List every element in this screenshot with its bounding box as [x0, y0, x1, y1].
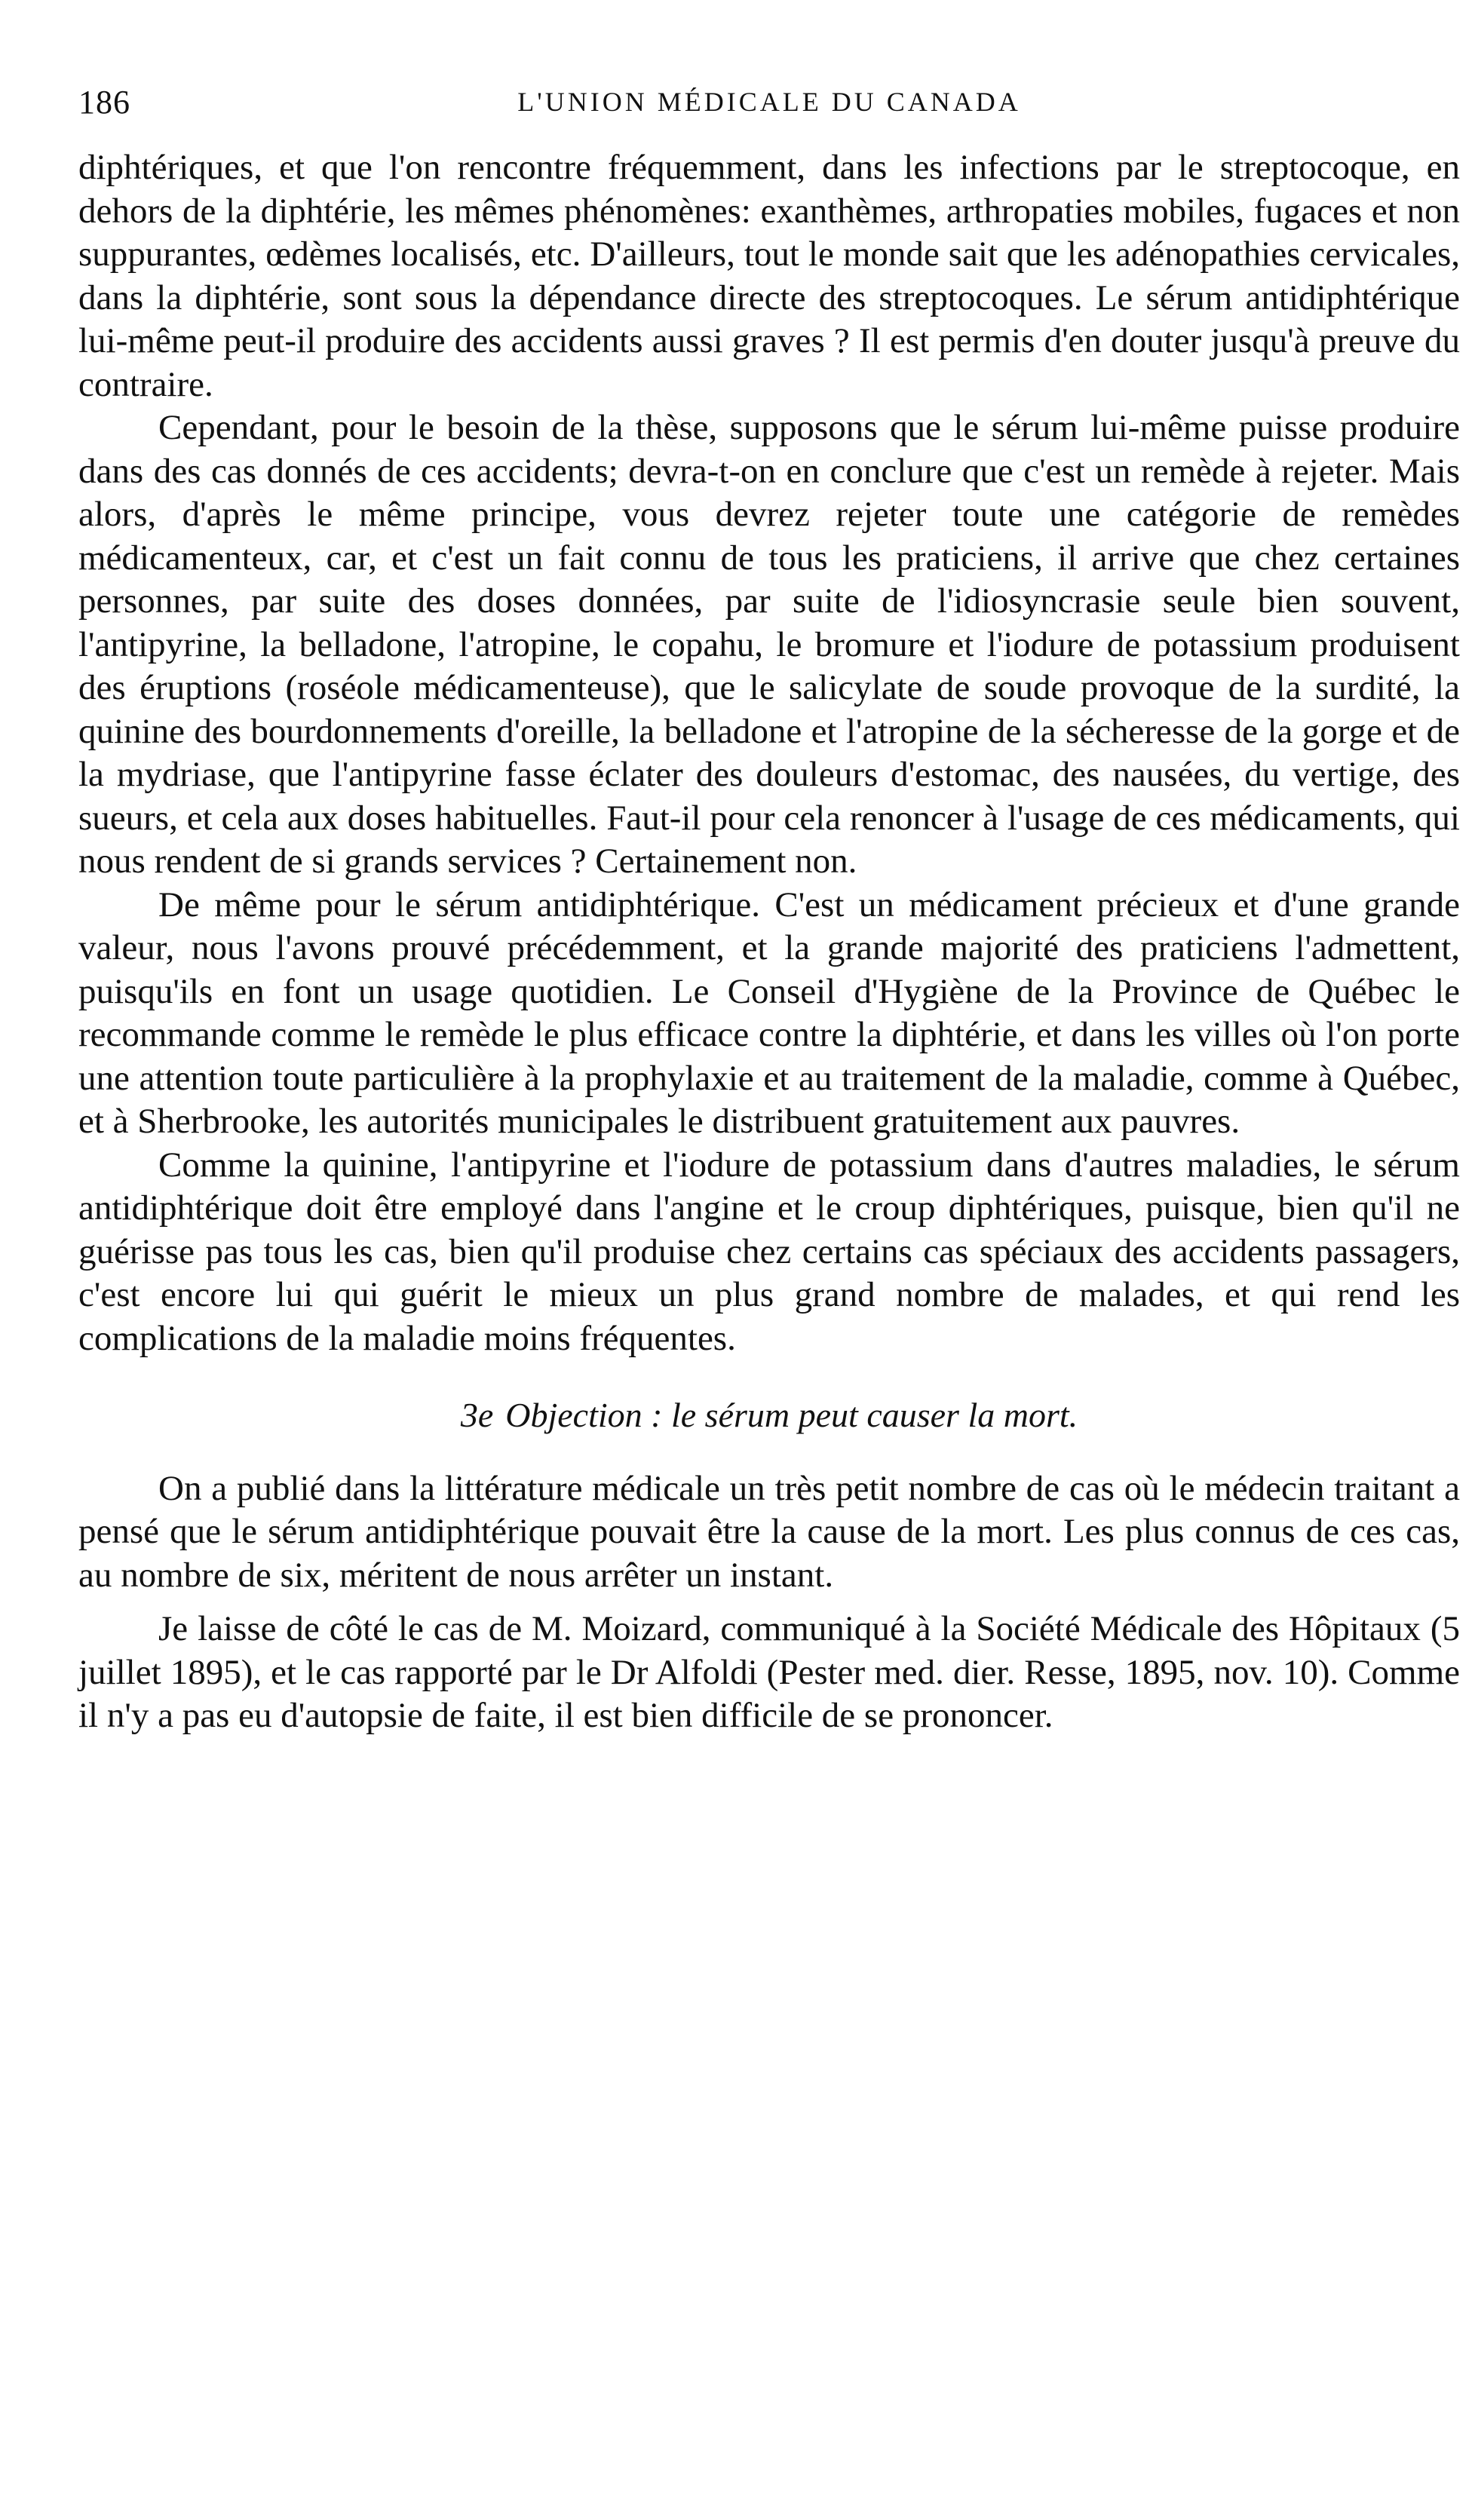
section-title: Objection : le sérum peut causer la mort. [505, 1396, 1078, 1434]
running-head [78, 83, 1460, 128]
book-page [78, 83, 1460, 1738]
page-number: 186 [78, 84, 130, 121]
paragraph-on-a-publie: On a publié dans la littérature médicale un très petit nombre de cas où le médecin traitant a pensé que le sérum antidiphtérique pouvait être la cause de la mort. Les plus connus de ces cas, au nombre de six, méritent de nous arrêter un instant. [78, 1468, 1460, 1595]
journal-title: L'UNION MÉDICALE DU CANADA [517, 87, 1021, 117]
paragraph-cependant: Cependant, pour le besoin de la thèse, supposons que le sérum lui-même puisse produire dans des cas donnés de ces accidents; devra-t-on en conclure que c'est un remède à rejeter. Mais alors, d'après le même principe, vous devrez rejeter toute une catégorie de remèdes médicamenteux, car, et c'est un fait connu de tous les praticiens, il arrive que chez certaines personnes, par suite des doses données, par suite de l'idiosyncrasie seule bien souvent, l'antipyrine, la belladone, l'atropine, le copahu, le bromure et l'iodure de potassium produisent des éruptions (roséole médicamenteuse), que le salicylate de soude provoque de la surdité, la quinine des bourdonnements d'oreille, la belladone et l'atropine de la sécheresse de la gorge et de la mydriase, que l'antipyrine fasse éclater des douleurs d'estomac, des nausées, du vertige, des sueurs, et cela aux doses habituelles. Faut-il pour cela renoncer à l'usage de ces médicaments, qui nous rendent de si grands services ? Certainement non. [78, 408, 1460, 881]
paragraph-de-meme: De même pour le sérum antidiphtérique. C'est un médicament précieux et d'une grande valeur, nous l'avons prouvé précédemment, et la grande majorité des praticiens l'admettent, puisqu'ils en font un usage quotidien. Le Conseil d'Hygiène de la Province de Québec le recommande comme le remède le plus efficace contre la diphtérie, et dans les villes où l'on porte une attention toute particulière à la prophylaxie et au traitement de la maladie, comme à Québec, et à Sherbrooke, les autorités municipales le distribuent gratuitement aux pauvres. [78, 884, 1460, 1141]
section-ordinal: 3e [460, 1396, 494, 1434]
paragraph-gap [78, 1597, 1460, 1608]
paragraph-continuation: diphtériques, et que l'on rencontre fréquemment, dans les infections par le streptocoque, en dehors de la diphtérie, les mêmes phénomènes: exanthèmes, arthropaties mobiles, fugaces et non suppurantes, œdèmes localisés, etc. D'ailleurs, tout le monde sait que les adénopathies cervicales, dans la diphtérie, sont sous la dépendance directe des streptocoques. Le sérum antidiphtérique lui-même peut-il produire des accidents aussi graves ? Il est permis d'en douter jusqu'à preuve du contraire. [78, 148, 1460, 404]
section-heading [78, 1393, 1460, 1437]
paragraph-je-laisse: Je laisse de côté le cas de M. Moizard, communiqué à la Société Médicale des Hôpitaux (5 juillet 1895), et le cas rapporté par le Dr Alfoldi (Pester med. dier. Resse, 1895, nov. 10). Comme il n'y a pas eu d'autopsie de faite, il est bien difficile de se prononcer. [78, 1609, 1460, 1735]
body-text [78, 146, 1460, 1738]
paragraph-comme-la-quinine: Comme la quinine, l'antipyrine et l'iodure de potassium dans d'autres maladies, le sérum antidiphtérique doit être employé dans l'angine et le croup diphtériques, puisque, bien qu'il ne guérisse pas tous les cas, bien qu'il produise chez certains cas spéciaux des accidents passagers, c'est encore lui qui guérit le mieux un plus grand nombre de malades, et qui rend les complications de la maladie moins fréquentes. [78, 1145, 1460, 1358]
